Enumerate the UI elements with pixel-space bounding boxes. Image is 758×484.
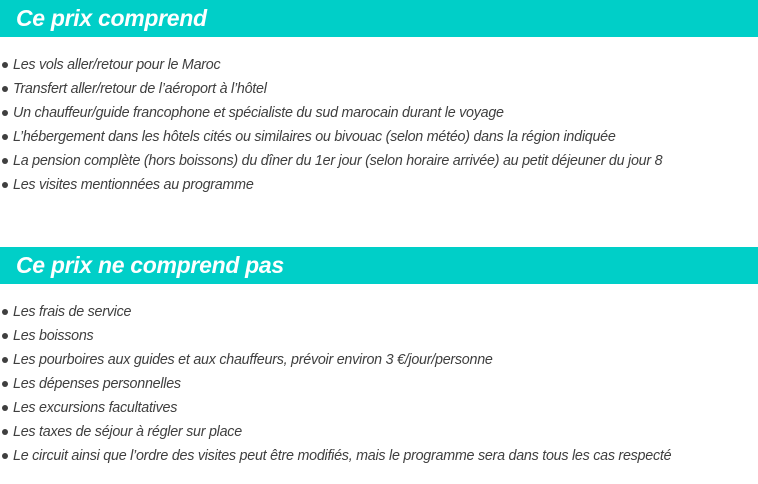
list-item [0,53,662,77]
list-item-text: Un chauffeur/guide francophone et spécialiste du sud marocain durant le voyage [13,105,504,121]
list-item [0,444,671,468]
bullet-dot-icon [2,158,8,164]
included-section-header [0,0,758,37]
excluded-list [0,300,671,468]
bullet-dot-icon [2,357,8,363]
list-item [0,173,662,197]
list-item [0,77,662,101]
list-item-text: Les visites mentionnées au programme [13,177,254,193]
bullet-dot-icon [2,405,8,411]
bullet-dot-icon [2,62,8,68]
list-item-text: Les dépenses personnelles [13,376,181,392]
list-item [0,125,662,149]
bullet-dot-icon [2,429,8,435]
bullet-dot-icon [2,134,8,140]
list-item-text: Les boissons [13,328,94,344]
bullet-dot-icon [2,86,8,92]
bullet-dot-icon [2,110,8,116]
list-item [0,300,671,324]
list-item [0,101,662,125]
list-item [0,372,671,396]
excluded-section-title: Ce prix ne comprend pas [16,252,284,278]
list-item [0,396,671,420]
bullet-dot-icon [2,453,8,459]
list-item-text: Les frais de service [13,304,132,320]
included-list [0,53,662,197]
list-item-text: Les pourboires aux guides et aux chauffeurs, prévoir environ 3 €/jour/personne [13,352,493,368]
list-item-text: Les vols aller/retour pour le Maroc [13,57,221,73]
list-item-text: L’hébergement dans les hôtels cités ou similaires ou bivouac (selon météo) dans la région indiquée [13,129,616,145]
included-section-title: Ce prix comprend [16,5,207,31]
list-item-text: Le circuit ainsi que l’ordre des visites peut être modifiés, mais le programme sera dans tous les cas respecté [13,448,672,464]
list-item [0,149,662,173]
list-item [0,420,671,444]
list-item-text: Transfert aller/retour de l’aéroport à l’hôtel [13,81,267,97]
bullet-dot-icon [2,309,8,315]
bullet-dot-icon [2,182,8,188]
list-item [0,348,671,372]
bullet-dot-icon [2,381,8,387]
list-item-text: Les taxes de séjour à régler sur place [13,424,242,440]
bullet-dot-icon [2,333,8,339]
list-item-text: La pension complète (hors boissons) du dîner du 1er jour (selon horaire arrivée) au petit déjeuner du jour 8 [13,153,663,169]
list-item [0,324,671,348]
excluded-section-header [0,247,758,284]
list-item-text: Les excursions facultatives [13,400,178,416]
